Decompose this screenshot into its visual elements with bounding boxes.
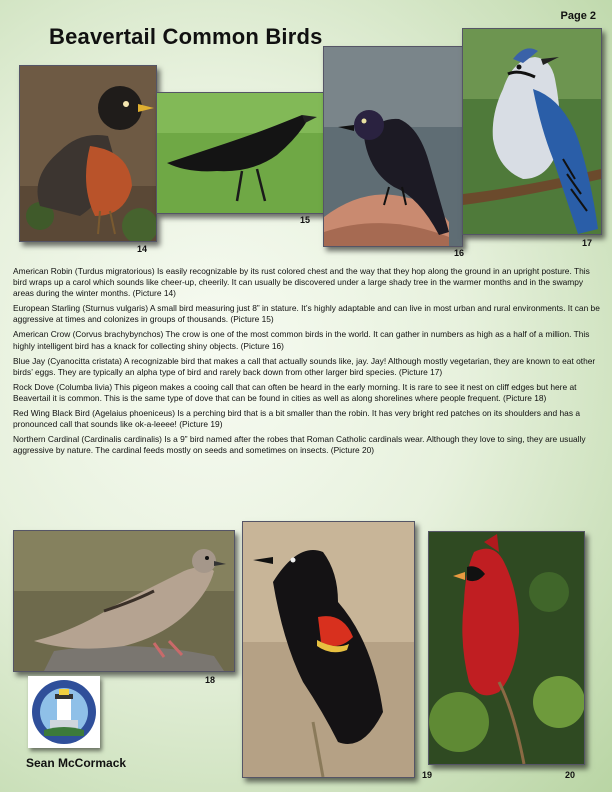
- crow-photo: [156, 92, 326, 214]
- red-wing-blackbird-photo: [242, 521, 415, 778]
- caption-17: 17: [582, 238, 593, 248]
- robin-photo: [19, 65, 157, 242]
- rock-dove-description: Rock Dove (Columba livia) This pigeon makes a cooing call that can often be heard in the early morning. It is rare to see it nest on cliff edges but here at Beavertail it is common. This is the same type of dove that can be found in cities as well as along shorelines where people frequent. (Picture 18): [13, 381, 577, 403]
- cardinal-description: Northern Cardinal (Cardinalis cardinalis) Is a 9” bird named after the robes that Roman Catholic cardinals wear. Although they love to sing, they are usually aggressive by nature. The cardinal feeds mostly on seeds and sometimes on insects. (Picture 20): [13, 434, 586, 456]
- blue-jay-photo: [462, 28, 602, 235]
- dove-photo: [13, 530, 235, 672]
- caption-16: 16: [454, 248, 465, 258]
- bird-descriptions: [13, 266, 601, 460]
- cardinal-photo: [428, 531, 585, 765]
- blue-jay-description: Blue Jay (Cyanocitta cristata) A recognizable bird that makes a call that actually sounds like, jay. Jay! Although mostly vegetarian, they are known to eat other birds’ eggs. They are typically an alpha type of bird and rarely back down from other larger bird species. (Picture 17): [13, 355, 596, 377]
- caption-14: 14: [137, 244, 148, 254]
- caption-15: 15: [300, 215, 311, 225]
- red-wing-blackbird-description: Red Wing Black Bird (Agelaius phoeniceus) Is a perching bird that is a bit smaller than the robin. It has very bright red patches on its shoulders and has a pronounced call that sounds like ok-a-leeee! (Picture 19): [13, 408, 581, 430]
- robin-description: American Robin (Turdus migratorious) Is easily recognizable by its rust colored chest and the way that they hop along the ground in an upright posture. This bird wraps up a carol which sounds like cheer-up, cheerily. It can usually be discovered under a large shady tree in the warmer months and in the swampy areas during the winter months. (Picture 14): [13, 266, 590, 299]
- author-name: Sean McCormack: [26, 756, 127, 770]
- page-title: Beavertail Common Birds: [49, 24, 323, 49]
- crow-description: American Crow (Corvus brachybynchos) The crow is one of the most common birds in the world. It can gather in numbers as high as a half of a million. This highly intelligent bird has a knack for collecting shiny objects. (Picture 16): [13, 329, 590, 351]
- caption-19: 19: [422, 770, 433, 780]
- caption-20: 20: [565, 770, 576, 780]
- starling-description: European Starling (Sturnus vulgaris) A small bird measuring just 8” in stature. It’s highly adaptable and can live in most urban and rural environments. It can be aggressive at times and colonizes in groups of thousands. (Picture 15): [13, 303, 600, 325]
- grackle-photo: [323, 46, 463, 247]
- caption-18: 18: [205, 675, 216, 685]
- beavertail-lighthouse-logo: [28, 676, 100, 748]
- page-number: Page 2: [560, 10, 596, 22]
